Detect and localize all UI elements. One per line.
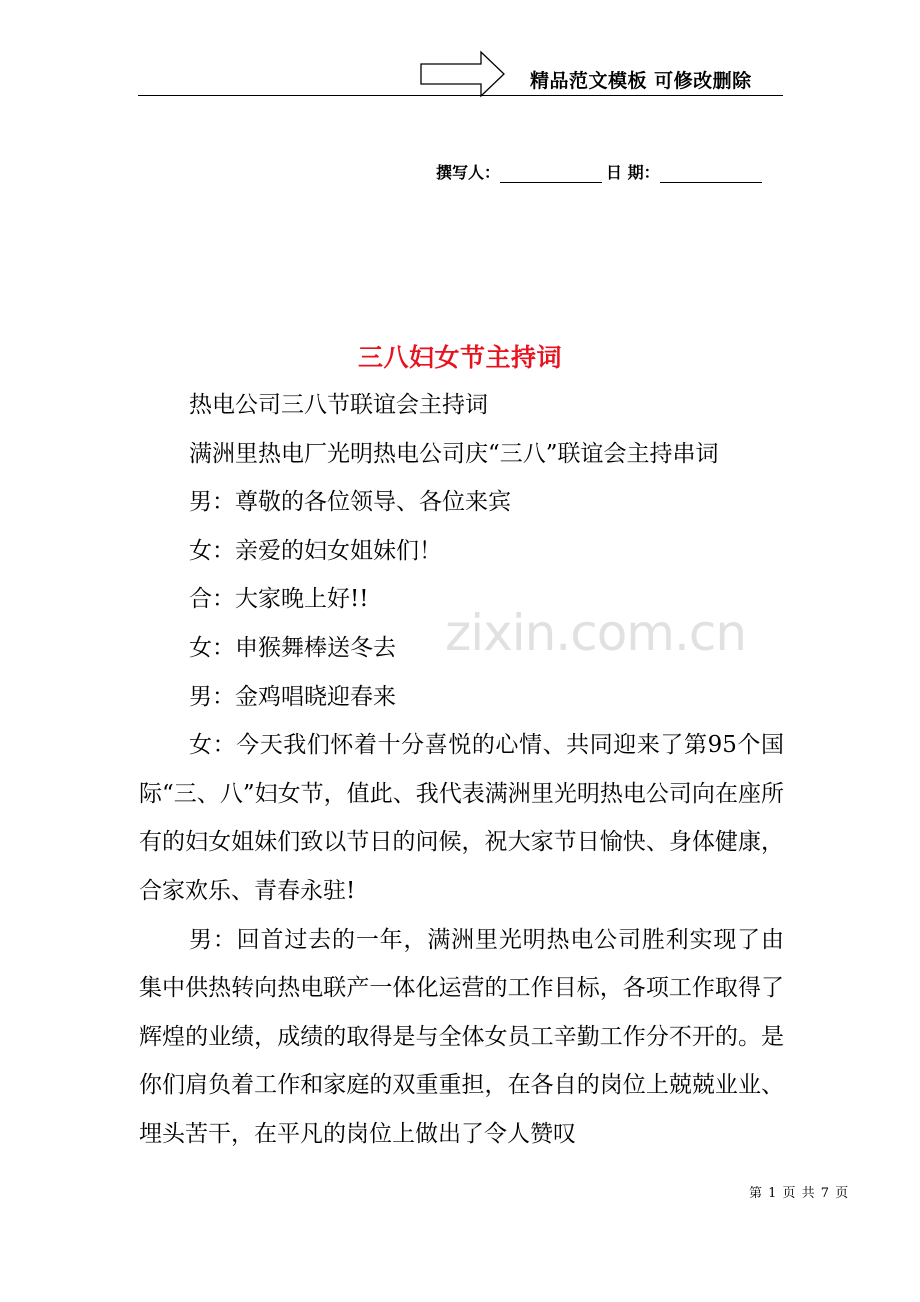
author-blank-line <box>500 162 602 183</box>
date-blank-line <box>660 162 762 183</box>
paragraph: 女：今天我们怀着十分喜悦的心情、共同迎来了第95个国际“三、八”妇女节，值此、我代表满洲里光明热电公司向在座所有的妇女姐妹们致以节日的问候，祝大家节日愉快、身体健康，合家欢乐、青春永驻! <box>139 732 784 904</box>
paragraph: 热电公司三八节联谊会主持词 <box>189 392 488 418</box>
document-body <box>139 381 784 1159</box>
paragraph: 满洲里热电厂光明热电公司庆“三八”联谊会主持串词 <box>189 440 719 467</box>
paragraph: 女：申猴舞棒送冬去 <box>189 634 396 661</box>
paragraph: 男：金鸡唱晓迎春来 <box>189 683 396 710</box>
header-divider <box>138 95 783 96</box>
author-label: 撰写人： <box>436 163 501 182</box>
paragraph: 合：大家晚上好!! <box>189 586 369 613</box>
date-label: 日 期： <box>606 163 660 182</box>
paragraph: 女：亲爱的妇女姐妹们！ <box>189 537 442 564</box>
paragraph: 男：尊敬的各位领导、各位来宾 <box>189 489 511 516</box>
arrow-icon <box>420 50 506 98</box>
document-title: 三八妇女节主持词 <box>357 343 562 372</box>
author-date-row <box>436 160 762 183</box>
header-label: 精品范文模板 可修改删除 <box>530 70 752 92</box>
page-number: 第 1 页 共 7 页 <box>749 1186 850 1201</box>
paragraph: 男：回首过去的一年，满洲里光明热电公司胜利实现了由集中供热转向热电联产一体化运营的工作目标，各项工作取得了辉煌的业绩，成绩的取得是与全体女员工辛勤工作分不开的。是你们肩负着工作和家庭的双重重担，在各自的岗位上兢兢业业、埋头苦干，在平凡的岗位上做出了令人赞叹 <box>139 926 784 1147</box>
watermark: zixin.com.cn <box>445 604 747 662</box>
